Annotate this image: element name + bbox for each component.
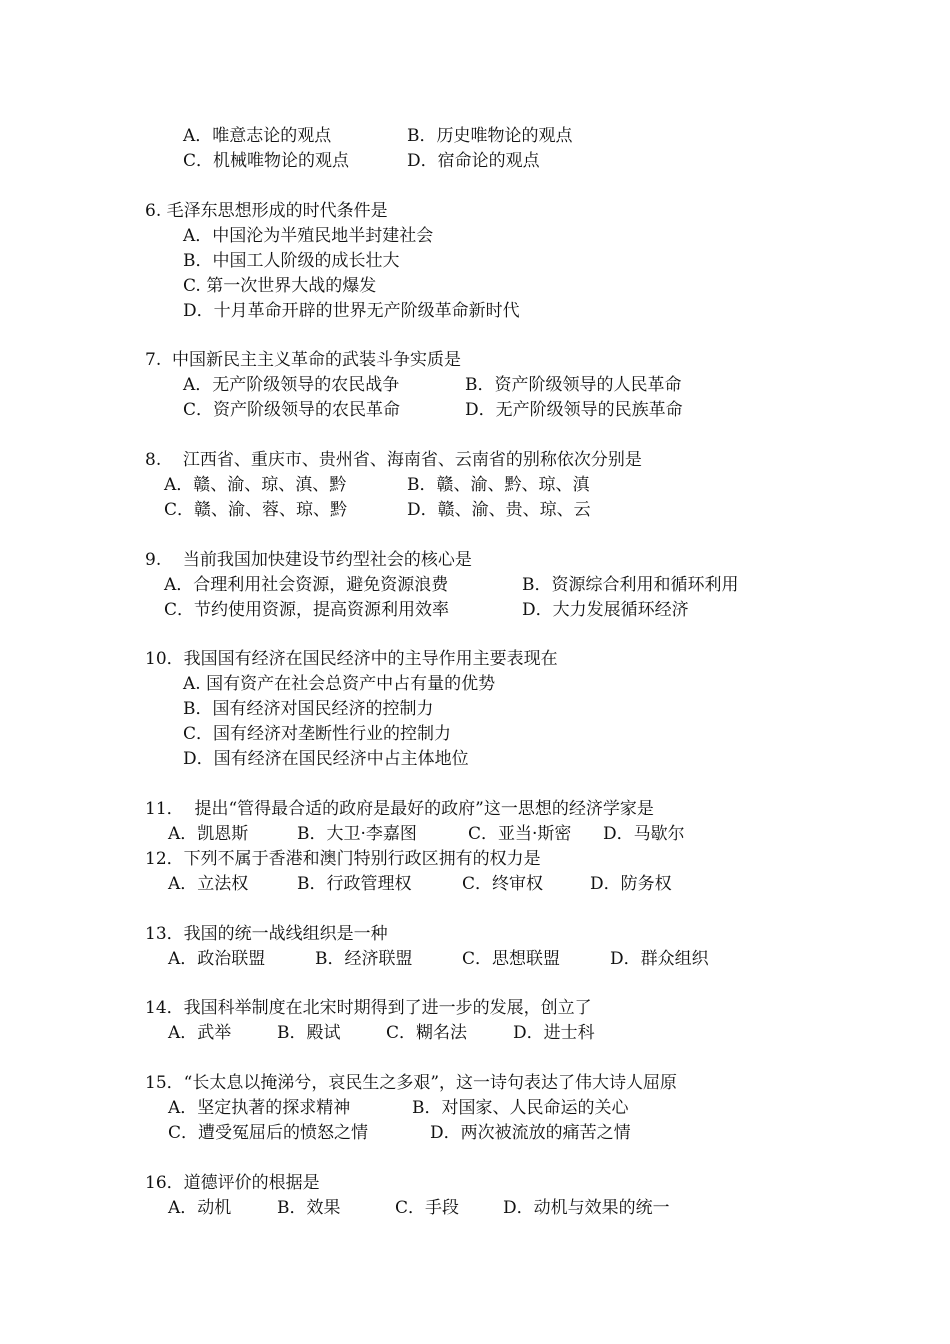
option-c: C．手段 (395, 1198, 460, 1218)
option-d: D．马歇尔 (603, 824, 685, 844)
option-c: C．资产阶级领导的农民革命 (183, 400, 401, 420)
option-c: C．遭受冤屈后的愤怒之情 (168, 1123, 369, 1143)
option-d: D．宿命论的观点 (407, 151, 540, 171)
option-d: D．防务权 (590, 874, 672, 894)
question-stem: 12．下列不属于香港和澳门特别行政区拥有的权力是 (145, 849, 541, 869)
option-b: B．历史唯物论的观点 (407, 126, 573, 146)
option-a: A．凯恩斯 (168, 824, 249, 844)
question-stem: 13．我国的统一战线组织是一种 (145, 924, 388, 944)
option-d: D．十月革命开辟的世界无产阶级革命新时代 (183, 301, 520, 321)
option-c: C. 第一次世界大战的爆发 (183, 276, 377, 296)
option-c: C．终审权 (462, 874, 544, 894)
option-a: A．无产阶级领导的农民战争 (183, 375, 400, 395)
option-d: D．无产阶级领导的民族革命 (465, 400, 683, 420)
question-stem: 16．道德评价的根据是 (145, 1173, 320, 1193)
option-a: A．坚定执著的探求精神 (168, 1098, 351, 1118)
option-b: B．行政管理权 (297, 874, 412, 894)
option-a: A．武举 (168, 1023, 232, 1043)
option-b: B．资产阶级领导的人民革命 (465, 375, 682, 395)
option-a: A．动机 (168, 1198, 232, 1218)
option-c: C．思想联盟 (462, 949, 561, 969)
option-b: B．对国家、人民命运的关心 (412, 1098, 629, 1118)
option-c: C．节约使用资源，提高资源利用效率 (164, 600, 450, 620)
option-c: C．亚当·斯密 (468, 824, 572, 844)
question-stem: 15．“长太息以掩涕兮，哀民生之多艰”，这一诗句表达了伟大诗人屈原 (145, 1073, 678, 1093)
option-b: B．经济联盟 (315, 949, 413, 969)
option-a: A. 国有资产在社会总资产中占有量的优势 (183, 674, 496, 694)
option-b: B．中国工人阶级的成长壮大 (183, 251, 400, 271)
option-d: D．群众组织 (610, 949, 709, 969)
option-b: B．大卫·李嘉图 (297, 824, 417, 844)
option-d: D．进士科 (513, 1023, 595, 1043)
question-stem: 6. 毛泽东思想形成的时代条件是 (145, 201, 388, 221)
option-a: A．立法权 (168, 874, 249, 894)
option-a: A．赣、渝、琼、滇、黔 (164, 475, 347, 495)
option-c: C．赣、渝、蓉、琼、黔 (164, 500, 348, 520)
question-stem: 7. 中国新民主主义革命的武装斗争实质是 (145, 350, 462, 370)
option-d: D．动机与效果的统一 (503, 1198, 670, 1218)
option-d: D．赣、渝、贵、琼、云 (407, 500, 591, 520)
question-stem: 9. 当前我国加快建设节约型社会的核心是 (145, 550, 472, 570)
option-b: B．赣、渝、黔、琼、滇 (407, 475, 590, 495)
option-a: A．合理利用社会资源，避免资源浪费 (164, 575, 449, 595)
option-c: C．糊名法 (386, 1023, 468, 1043)
option-d: D．两次被流放的痛苦之情 (430, 1123, 631, 1143)
option-c: C．机械唯物论的观点 (183, 151, 350, 171)
option-b: B．殿试 (277, 1023, 341, 1043)
option-a: A．政治联盟 (168, 949, 266, 969)
question-stem: 14．我国科举制度在北宋时期得到了进一步的发展，创立了 (145, 998, 592, 1018)
question-stem: 8. 江西省、重庆市、贵州省、海南省、云南省的别称依次分别是 (145, 450, 642, 470)
option-b: B．资源综合利用和循环利用 (522, 575, 739, 595)
option-c: C．国有经济对垄断性行业的控制力 (183, 724, 452, 744)
option-b: B．效果 (277, 1198, 341, 1218)
option-d: D．国有经济在国民经济中占主体地位 (183, 749, 469, 769)
question-stem: 11． 提出“管得最合适的政府是最好的政府”这一思想的经济学家是 (145, 799, 654, 819)
option-b: B．国有经济对国民经济的控制力 (183, 699, 434, 719)
option-a: A．唯意志论的观点 (183, 126, 332, 146)
option-d: D．大力发展循环经济 (522, 600, 689, 620)
option-a: A．中国沦为半殖民地半封建社会 (183, 226, 434, 246)
question-stem: 10．我国国有经济在国民经济中的主导作用主要表现在 (145, 649, 558, 669)
